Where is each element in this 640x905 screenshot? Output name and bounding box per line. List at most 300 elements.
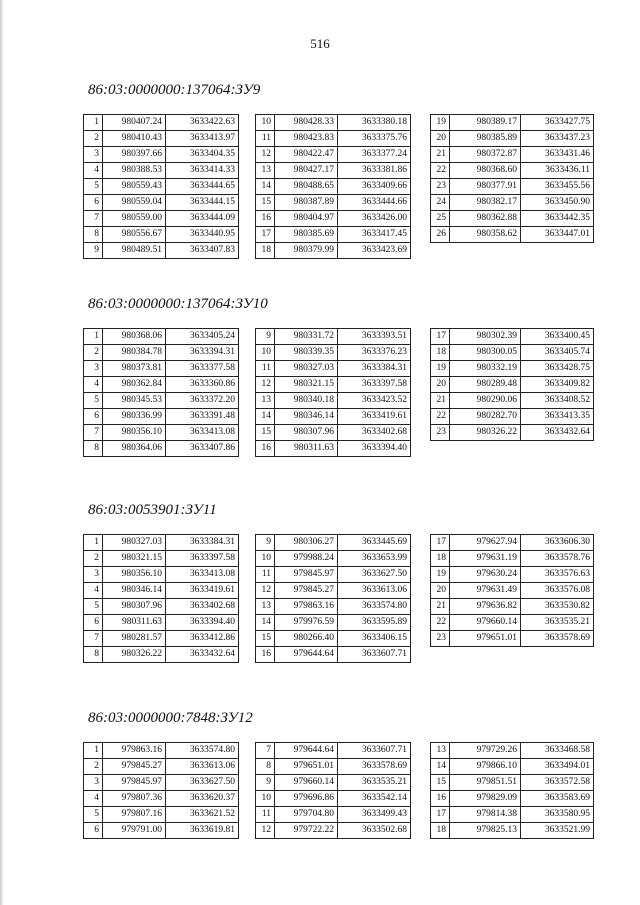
x-coordinate-cell: 980387.89 [275,195,338,211]
y-coordinate-cell: 3633409.66 [338,179,411,195]
point-number-cell: 15 [256,631,275,647]
point-number-cell: 20 [431,583,450,599]
y-coordinate-cell: 3633530.82 [521,599,594,615]
table-row [84,179,239,195]
x-coordinate-cell: 980422.47 [275,147,338,163]
x-coordinate-cell: 979866.10 [450,759,521,775]
y-coordinate-cell: 3633576.63 [521,567,594,583]
table-row [256,163,411,179]
table-row [84,791,239,807]
x-coordinate-cell: 980364.06 [103,441,166,457]
x-coordinate-cell: 980332.19 [450,361,521,377]
x-coordinate-cell: 980331.72 [275,329,338,345]
table-row [256,377,411,393]
y-coordinate-cell: 3633502.68 [338,823,411,839]
x-coordinate-cell: 979829.09 [450,791,521,807]
y-coordinate-cell: 3633613.06 [166,759,239,775]
point-number-cell: 10 [256,551,275,567]
table-row [84,393,239,409]
x-coordinate-cell: 979845.27 [275,583,338,599]
x-coordinate-cell: 980281.57 [103,631,166,647]
y-coordinate-cell: 3633419.61 [166,583,239,599]
point-number-cell: 8 [84,647,103,663]
table-row [431,583,594,599]
point-number-cell: 21 [431,147,450,163]
x-coordinate-cell: 980556.67 [103,227,166,243]
table-row [256,743,411,759]
x-coordinate-cell: 980339.35 [275,345,338,361]
x-coordinate-cell: 980384.78 [103,345,166,361]
x-coordinate-cell: 979863.16 [275,599,338,615]
point-number-cell: 17 [431,535,450,551]
table-row [431,211,594,227]
point-number-cell: 20 [431,377,450,393]
table-row [431,179,594,195]
y-coordinate-cell: 3633578.69 [521,631,594,647]
coordinate-table [430,328,594,441]
table-row [84,227,239,243]
y-coordinate-cell: 3633397.58 [338,377,411,393]
y-coordinate-cell: 3633402.68 [338,425,411,441]
x-coordinate-cell: 980266.40 [275,631,338,647]
y-coordinate-cell: 3633417.45 [338,227,411,243]
x-coordinate-cell: 979807.36 [103,791,166,807]
y-coordinate-cell: 3633619.81 [166,823,239,839]
point-number-cell: 4 [84,163,103,179]
x-coordinate-cell: 980362.84 [103,377,166,393]
y-coordinate-cell: 3633377.24 [338,147,411,163]
table-row [431,227,594,243]
point-number-cell: 1 [84,115,103,131]
x-coordinate-cell: 980306.27 [275,535,338,551]
y-coordinate-cell: 3633621.52 [166,807,239,823]
y-coordinate-cell: 3633413.08 [166,567,239,583]
x-coordinate-cell: 979988.24 [275,551,338,567]
x-coordinate-cell: 980282.70 [450,409,521,425]
point-number-cell: 18 [431,551,450,567]
point-number-cell: 14 [431,759,450,775]
table-row [431,759,594,775]
table-row [256,409,411,425]
table-row [256,147,411,163]
point-number-cell: 9 [84,243,103,259]
y-coordinate-cell: 3633440.95 [166,227,239,243]
table-row [84,759,239,775]
y-coordinate-cell: 3633494.01 [521,759,594,775]
x-coordinate-cell: 980427.17 [275,163,338,179]
table-row [431,361,594,377]
x-coordinate-cell: 979807.16 [103,807,166,823]
x-coordinate-cell: 980407.24 [103,115,166,131]
table-row [431,599,594,615]
x-coordinate-cell: 979845.27 [103,759,166,775]
y-coordinate-cell: 3633450.90 [521,195,594,211]
table-row [84,775,239,791]
y-coordinate-cell: 3633413.35 [521,409,594,425]
point-number-cell: 18 [256,243,275,259]
x-coordinate-cell: 980289.48 [450,377,521,393]
point-number-cell: 11 [256,361,275,377]
x-coordinate-cell: 979845.97 [275,567,338,583]
table-row [256,131,411,147]
y-coordinate-cell: 3633394.40 [338,441,411,457]
table-row [256,583,411,599]
point-number-cell: 23 [431,631,450,647]
y-coordinate-cell: 3633423.52 [338,393,411,409]
y-coordinate-cell: 3633444.65 [166,179,239,195]
x-coordinate-cell: 980321.15 [103,551,166,567]
y-coordinate-cell: 3633384.31 [338,361,411,377]
table-row [256,211,411,227]
point-number-cell: 16 [256,211,275,227]
point-number-cell: 22 [431,615,450,631]
y-coordinate-cell: 3633432.64 [166,647,239,663]
point-number-cell: 2 [84,759,103,775]
y-coordinate-cell: 3633574.80 [338,599,411,615]
x-coordinate-cell: 979851.51 [450,775,521,791]
table-row [431,631,594,647]
x-coordinate-cell: 979644.64 [275,647,338,663]
y-coordinate-cell: 3633437.23 [521,131,594,147]
y-coordinate-cell: 3633580.95 [521,807,594,823]
point-number-cell: 6 [84,615,103,631]
y-coordinate-cell: 3633407.86 [166,441,239,457]
table-row [84,195,239,211]
y-coordinate-cell: 3633607.71 [338,743,411,759]
y-coordinate-cell: 3633444.15 [166,195,239,211]
point-number-cell: 6 [84,409,103,425]
y-coordinate-cell: 3633468.58 [521,743,594,759]
coordinate-table [83,742,239,839]
coordinate-table [255,114,411,259]
point-number-cell: 13 [256,393,275,409]
point-number-cell: 9 [256,535,275,551]
point-number-cell: 1 [84,535,103,551]
table-row [256,615,411,631]
point-number-cell: 21 [431,393,450,409]
point-number-cell: 18 [431,823,450,839]
table-row [256,179,411,195]
point-number-cell: 5 [84,179,103,195]
x-coordinate-cell: 980307.96 [103,599,166,615]
y-coordinate-cell: 3633627.50 [338,567,411,583]
x-coordinate-cell: 980356.10 [103,425,166,441]
x-coordinate-cell: 980559.43 [103,179,166,195]
point-number-cell: 11 [256,807,275,823]
point-number-cell: 25 [431,211,450,227]
table-row [256,345,411,361]
x-coordinate-cell: 979863.16 [103,743,166,759]
point-number-cell: 16 [256,647,275,663]
point-number-cell: 23 [431,179,450,195]
table-row [431,131,594,147]
table-row [431,775,594,791]
y-coordinate-cell: 3633412.86 [166,631,239,647]
x-coordinate-cell: 979644.64 [275,743,338,759]
table-row [84,647,239,663]
y-coordinate-cell: 3633414.33 [166,163,239,179]
table-row [256,551,411,567]
point-number-cell: 2 [84,551,103,567]
y-coordinate-cell: 3633576.08 [521,583,594,599]
table-row [84,361,239,377]
table-row [256,759,411,775]
point-number-cell: 19 [431,361,450,377]
y-coordinate-cell: 3633442.35 [521,211,594,227]
table-row [84,163,239,179]
point-number-cell: 8 [84,441,103,457]
y-coordinate-cell: 3633426.00 [338,211,411,227]
x-coordinate-cell: 979845.97 [103,775,166,791]
table-row [256,393,411,409]
point-number-cell: 1 [84,329,103,345]
x-coordinate-cell: 980489.51 [103,243,166,259]
point-number-cell: 6 [84,195,103,211]
point-number-cell: 11 [256,131,275,147]
table-row [431,377,594,393]
table-row [84,441,239,457]
table-row [84,807,239,823]
x-coordinate-cell: 980300.05 [450,345,521,361]
y-coordinate-cell: 3633436.11 [521,163,594,179]
x-coordinate-cell: 980327.03 [103,535,166,551]
x-coordinate-cell: 980397.66 [103,147,166,163]
y-coordinate-cell: 3633406.15 [338,631,411,647]
table-row [256,227,411,243]
table-row [84,823,239,839]
y-coordinate-cell: 3633445.69 [338,535,411,551]
point-number-cell: 15 [256,195,275,211]
table-row [256,647,411,663]
y-coordinate-cell: 3633620.37 [166,791,239,807]
coordinate-table [430,114,594,243]
y-coordinate-cell: 3633606.30 [521,535,594,551]
table-row [84,551,239,567]
point-number-cell: 20 [431,131,450,147]
x-coordinate-cell: 980388.53 [103,163,166,179]
y-coordinate-cell: 3633375.76 [338,131,411,147]
x-coordinate-cell: 980321.15 [275,377,338,393]
y-coordinate-cell: 3633578.69 [338,759,411,775]
y-coordinate-cell: 3633360.86 [166,377,239,393]
table-row [84,147,239,163]
x-coordinate-cell: 980410.43 [103,131,166,147]
table-row [256,195,411,211]
point-number-cell: 15 [431,775,450,791]
y-coordinate-cell: 3633380.18 [338,115,411,131]
x-coordinate-cell: 980345.53 [103,393,166,409]
point-number-cell: 4 [84,791,103,807]
y-coordinate-cell: 3633521.99 [521,823,594,839]
table-row [84,377,239,393]
table-row [431,393,594,409]
x-coordinate-cell: 979791.00 [103,823,166,839]
table-row [84,743,239,759]
x-coordinate-cell: 980385.89 [450,131,521,147]
table-row [256,441,411,457]
x-coordinate-cell: 979660.14 [275,775,338,791]
point-number-cell: 4 [84,377,103,393]
table-row [84,631,239,647]
point-number-cell: 9 [256,775,275,791]
x-coordinate-cell: 979729.26 [450,743,521,759]
point-number-cell: 26 [431,227,450,243]
point-number-cell: 13 [256,599,275,615]
y-coordinate-cell: 3633455.56 [521,179,594,195]
x-coordinate-cell: 979627.94 [450,535,521,551]
y-coordinate-cell: 3633578.76 [521,551,594,567]
point-number-cell: 13 [256,163,275,179]
point-number-cell: 11 [256,567,275,583]
x-coordinate-cell: 980377.91 [450,179,521,195]
y-coordinate-cell: 3633535.21 [338,775,411,791]
x-coordinate-cell: 980385.69 [275,227,338,243]
x-coordinate-cell: 979696.86 [275,791,338,807]
point-number-cell: 14 [256,615,275,631]
table-row [256,775,411,791]
y-coordinate-cell: 3633404.35 [166,147,239,163]
y-coordinate-cell: 3633376.23 [338,345,411,361]
point-number-cell: 12 [256,823,275,839]
x-coordinate-cell: 979631.19 [450,551,521,567]
coordinate-table [83,114,239,259]
x-coordinate-cell: 980368.06 [103,329,166,345]
y-coordinate-cell: 3633499.43 [338,807,411,823]
table-row [84,599,239,615]
x-coordinate-cell: 980404.97 [275,211,338,227]
parcel-title: 86:03:0000000:137064:ЗУ10 [88,296,268,312]
table-row [84,115,239,131]
y-coordinate-cell: 3633372.20 [166,393,239,409]
y-coordinate-cell: 3633595.89 [338,615,411,631]
coordinate-table [430,534,594,647]
x-coordinate-cell: 980290.06 [450,393,521,409]
y-coordinate-cell: 3633613.06 [338,583,411,599]
table-row [256,243,411,259]
y-coordinate-cell: 3633432.64 [521,425,594,441]
coordinate-table [83,534,239,663]
table-row [256,807,411,823]
table-row [431,195,594,211]
point-number-cell: 3 [84,361,103,377]
y-coordinate-cell: 3633405.24 [166,329,239,345]
point-number-cell: 17 [256,227,275,243]
point-number-cell: 3 [84,147,103,163]
x-coordinate-cell: 979825.13 [450,823,521,839]
point-number-cell: 17 [431,807,450,823]
y-coordinate-cell: 3633402.68 [166,599,239,615]
point-number-cell: 12 [256,147,275,163]
x-coordinate-cell: 979814.38 [450,807,521,823]
x-coordinate-cell: 980356.10 [103,567,166,583]
coordinate-table [83,328,239,457]
table-row [84,131,239,147]
table-row [256,631,411,647]
table-row [431,409,594,425]
point-number-cell: 8 [256,759,275,775]
table-row [256,115,411,131]
x-coordinate-cell: 980327.03 [275,361,338,377]
table-row [431,115,594,131]
table-row [84,583,239,599]
y-coordinate-cell: 3633572.58 [521,775,594,791]
table-row [84,211,239,227]
table-row [256,535,411,551]
x-coordinate-cell: 979651.01 [450,631,521,647]
y-coordinate-cell: 3633394.40 [166,615,239,631]
table-row [256,599,411,615]
table-row [256,823,411,839]
point-number-cell: 18 [431,345,450,361]
point-number-cell: 1 [84,743,103,759]
point-number-cell: 10 [256,345,275,361]
x-coordinate-cell: 980372.87 [450,147,521,163]
x-coordinate-cell: 979636.82 [450,599,521,615]
table-row [256,567,411,583]
x-coordinate-cell: 980346.14 [103,583,166,599]
parcel-title: 86:03:0053901:ЗУ11 [88,502,217,518]
x-coordinate-cell: 980302.39 [450,329,521,345]
point-number-cell: 24 [431,195,450,211]
y-coordinate-cell: 3633397.58 [166,551,239,567]
point-number-cell: 7 [84,425,103,441]
coordinate-table [255,328,411,457]
point-number-cell: 12 [256,377,275,393]
y-coordinate-cell: 3633427.75 [521,115,594,131]
point-number-cell: 6 [84,823,103,839]
table-row [431,567,594,583]
x-coordinate-cell: 980428.33 [275,115,338,131]
point-number-cell: 7 [84,631,103,647]
y-coordinate-cell: 3633400.45 [521,329,594,345]
y-coordinate-cell: 3633413.97 [166,131,239,147]
y-coordinate-cell: 3633574.80 [166,743,239,759]
coordinate-table [255,742,411,839]
table-row [431,329,594,345]
table-row [84,345,239,361]
x-coordinate-cell: 980311.63 [275,441,338,457]
table-row [431,345,594,361]
y-coordinate-cell: 3633607.71 [338,647,411,663]
table-row [431,615,594,631]
point-number-cell: 14 [256,409,275,425]
point-number-cell: 13 [431,743,450,759]
table-row [84,535,239,551]
point-number-cell: 14 [256,179,275,195]
table-row [84,243,239,259]
table-row [84,615,239,631]
table-row [256,361,411,377]
coordinate-table [255,534,411,663]
x-coordinate-cell: 979976.59 [275,615,338,631]
x-coordinate-cell: 980559.00 [103,211,166,227]
x-coordinate-cell: 980336.99 [103,409,166,425]
y-coordinate-cell: 3633408.52 [521,393,594,409]
x-coordinate-cell: 979630.24 [450,567,521,583]
table-row [431,425,594,441]
x-coordinate-cell: 980382.17 [450,195,521,211]
page-number: 516 [310,36,330,51]
x-coordinate-cell: 980358.62 [450,227,521,243]
point-number-cell: 2 [84,345,103,361]
y-coordinate-cell: 3633627.50 [166,775,239,791]
parcel-title: 86:03:0000000:7848:ЗУ12 [88,710,253,726]
table-row [84,425,239,441]
x-coordinate-cell: 980423.83 [275,131,338,147]
table-row [84,409,239,425]
point-number-cell: 8 [84,227,103,243]
y-coordinate-cell: 3633583.69 [521,791,594,807]
